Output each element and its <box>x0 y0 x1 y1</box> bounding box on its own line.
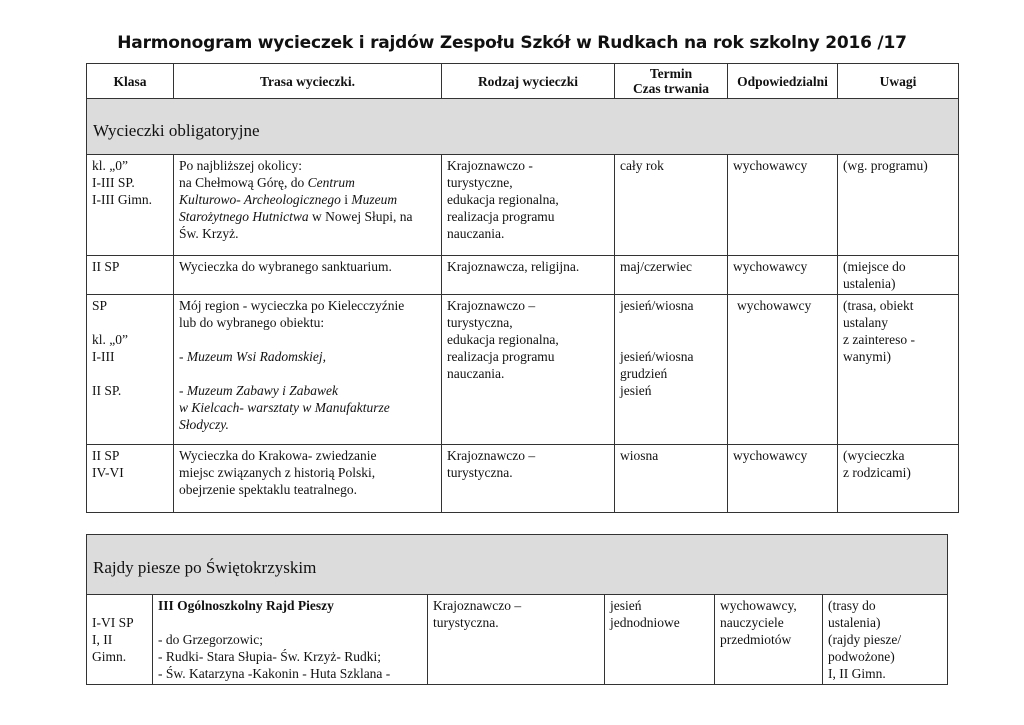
header-klasa: Klasa <box>87 64 174 99</box>
cell-termin <box>615 155 728 256</box>
text-fragment: w Nowej Słupi, na <box>308 209 413 224</box>
text-line: edukacja regionalna, <box>447 192 559 207</box>
text-line: jesień <box>620 383 652 398</box>
section-label: Rajdy piesze po Świętokrzyskim <box>93 558 317 577</box>
text-line: wychowawcy, <box>720 598 797 613</box>
text-line <box>158 614 422 631</box>
text-line: turystyczna. <box>433 615 499 630</box>
text-line: II SP <box>92 448 120 463</box>
cell-trasa <box>174 256 442 295</box>
table-row <box>87 155 959 256</box>
text-line: jesień <box>610 598 642 613</box>
text-fragment: na Chełmową Górę, do <box>179 175 308 190</box>
text-fragment: i <box>340 192 352 207</box>
text-line: z rodzicami) <box>843 465 911 480</box>
cell-uwagi <box>838 155 959 256</box>
text-line: edukacja regionalna, <box>447 332 559 347</box>
text-line: I, II <box>92 632 113 647</box>
text-line: obejrzenie spektaklu teatralnego. <box>179 482 358 497</box>
cell-uwagi <box>823 595 948 685</box>
text-line: wychowawcy <box>733 448 808 463</box>
header-row <box>87 64 959 99</box>
cell-trasa <box>174 155 442 256</box>
cell-termin <box>605 595 715 685</box>
text-line: Krajoznawczo - <box>447 158 533 173</box>
header-odpowiedzialni: Odpowiedzialni <box>728 64 838 99</box>
text-line: (wg. programu) <box>843 158 928 173</box>
cell-rodzaj <box>442 155 615 256</box>
text-line: kl. „0” <box>92 332 128 347</box>
text-line: ustalenia) <box>828 615 881 630</box>
text-line <box>92 314 168 331</box>
text-fragment: Kulturowo- Archeologicznego <box>179 192 341 207</box>
header-trasa: Trasa wycieczki. <box>174 64 442 99</box>
section-label: Wycieczki obligatoryjne <box>93 121 260 140</box>
text-line <box>179 174 436 191</box>
text-line: - Rudki- Stara Słupia- Św. Krzyż- Rudki; <box>158 649 381 664</box>
cell-trasa <box>153 595 428 685</box>
text-line: IV-VI <box>92 465 124 480</box>
section-rallies <box>87 535 948 595</box>
text-line: wiosna <box>620 448 659 463</box>
text-line: Św. Krzyż. <box>179 226 239 241</box>
text-line: - Muzeum Wsi Radomskiej, <box>179 349 326 364</box>
text-line: - Św. Katarzyna -Kakonin - Huta Szklana - <box>158 666 391 681</box>
text-line: SP <box>92 298 108 313</box>
text-line <box>620 314 722 331</box>
text-line: Krajoznawczo – <box>433 598 522 613</box>
text-line: ustalany <box>843 315 888 330</box>
cell-termin <box>615 295 728 445</box>
text-fragment: Centrum <box>307 175 355 190</box>
cell-odpowiedzialni <box>728 256 838 295</box>
text-line: I, II Gimn. <box>828 666 886 681</box>
table-row <box>87 595 948 685</box>
section-obligatory <box>87 99 959 155</box>
text-line: jesień/wiosna <box>620 349 694 364</box>
text-line: Gimn. <box>92 649 127 664</box>
text-line: - Muzeum Zabawy i Zabawek <box>179 383 338 398</box>
text-line: cały rok <box>620 158 664 173</box>
cell-trasa <box>174 295 442 445</box>
table-row <box>87 256 959 295</box>
text-line: nauczania. <box>447 226 505 241</box>
text-line <box>92 365 168 382</box>
text-line <box>179 191 436 208</box>
cell-rodzaj <box>428 595 605 685</box>
text-line: wychowawcy <box>733 158 808 173</box>
cell-klasa <box>87 256 174 295</box>
cell-klasa <box>87 595 153 685</box>
text-line: kl. „0” <box>92 158 128 173</box>
cell-uwagi <box>838 295 959 445</box>
text-line: Po najbliższej okolicy: <box>179 158 302 173</box>
cell-uwagi <box>838 256 959 295</box>
text-line: Krajoznawcza, religijna. <box>447 259 580 274</box>
table-row <box>87 445 959 513</box>
text-line: w Kielcach- warsztaty w Manufakturze <box>179 400 390 415</box>
text-line: turystyczna, <box>447 315 513 330</box>
text-line: (rajdy piesze/ <box>828 632 902 647</box>
text-line: realizacja programu <box>447 209 555 224</box>
text-line: przedmiotów <box>720 632 792 647</box>
cell-klasa <box>87 445 174 513</box>
text-line <box>179 331 436 348</box>
document-title: Harmonogram wycieczek i rajdów Zespołu Szkół w Rudkach na rok szkolny 2016 /17 <box>117 33 907 53</box>
text-line: podwożone) <box>828 649 895 664</box>
header-uwagi: Uwagi <box>838 64 959 99</box>
text-line <box>620 331 722 348</box>
cell-odpowiedzialni <box>715 595 823 685</box>
text-line: jesień/wiosna <box>620 298 694 313</box>
text-line: wanymi) <box>843 349 891 364</box>
text-line: Słodyczy. <box>179 417 229 432</box>
cell-odpowiedzialni <box>728 155 838 256</box>
cell-rodzaj <box>442 256 615 295</box>
cell-termin <box>615 256 728 295</box>
text-line: (wycieczka <box>843 448 905 463</box>
header-termin <box>615 64 728 99</box>
text-line: Mój region - wycieczka po Kielecczyźnie <box>179 298 405 313</box>
text-line: lub do wybranego obiektu: <box>179 315 325 330</box>
text-line: Wycieczka do Krakowa- zwiedzanie <box>179 448 377 463</box>
text-line <box>179 365 436 382</box>
text-line: ustalenia) <box>843 276 896 291</box>
text-fragment: Starożytnego Hutnictwa <box>179 209 309 224</box>
text-line: miejsc związanych z historią Polski, <box>179 465 376 480</box>
table-row <box>87 295 959 445</box>
text-line: grudzień <box>620 366 668 381</box>
text-line: I-III SP. <box>92 175 135 190</box>
text-line: realizacja programu <box>447 349 555 364</box>
text-line: z zaintereso - <box>843 332 915 347</box>
cell-klasa <box>87 155 174 256</box>
text-fragment: Muzeum <box>351 192 398 207</box>
text-line <box>92 597 147 614</box>
text-line: I-III <box>92 349 115 364</box>
text-line: wychowawcy <box>737 298 812 313</box>
text-line: Czas trwania <box>632 81 710 96</box>
text-line: turystyczne, <box>447 175 513 190</box>
text-line: wychowawcy <box>733 259 808 274</box>
cell-klasa <box>87 295 174 445</box>
cell-trasa <box>174 445 442 513</box>
rallies-table <box>86 534 948 685</box>
text-line: Wycieczka do wybranego sanktuarium. <box>179 259 392 274</box>
cell-rodzaj <box>442 295 615 445</box>
text-line: II SP. <box>92 383 122 398</box>
text-line: (miejsce do <box>843 259 906 274</box>
text-line <box>179 208 436 225</box>
header-rodzaj: Rodzaj wycieczki <box>442 64 615 99</box>
cell-rodzaj <box>442 445 615 513</box>
text-line: nauczyciele <box>720 615 784 630</box>
text-line: I-VI SP <box>92 615 134 630</box>
trips-table <box>86 63 959 513</box>
text-line: maj/czerwiec <box>620 259 692 274</box>
text-line: (trasa, obiekt <box>843 298 914 313</box>
text-line: Krajoznawczo – <box>447 298 536 313</box>
text-line: III Ogólnoszkolny Rajd Pieszy <box>158 598 334 613</box>
text-line: II SP <box>92 259 120 274</box>
text-line: - do Grzegorzowic; <box>158 632 263 647</box>
text-line: turystyczna. <box>447 465 513 480</box>
text-line: I-III Gimn. <box>92 192 152 207</box>
cell-termin <box>615 445 728 513</box>
text-line: (trasy do <box>828 598 876 613</box>
cell-odpowiedzialni <box>728 295 838 445</box>
text-line: Termin <box>649 66 693 81</box>
text-line: jednodniowe <box>610 615 680 630</box>
cell-uwagi <box>838 445 959 513</box>
text-line: nauczania. <box>447 366 505 381</box>
text-line: Krajoznawczo – <box>447 448 536 463</box>
cell-odpowiedzialni <box>728 445 838 513</box>
